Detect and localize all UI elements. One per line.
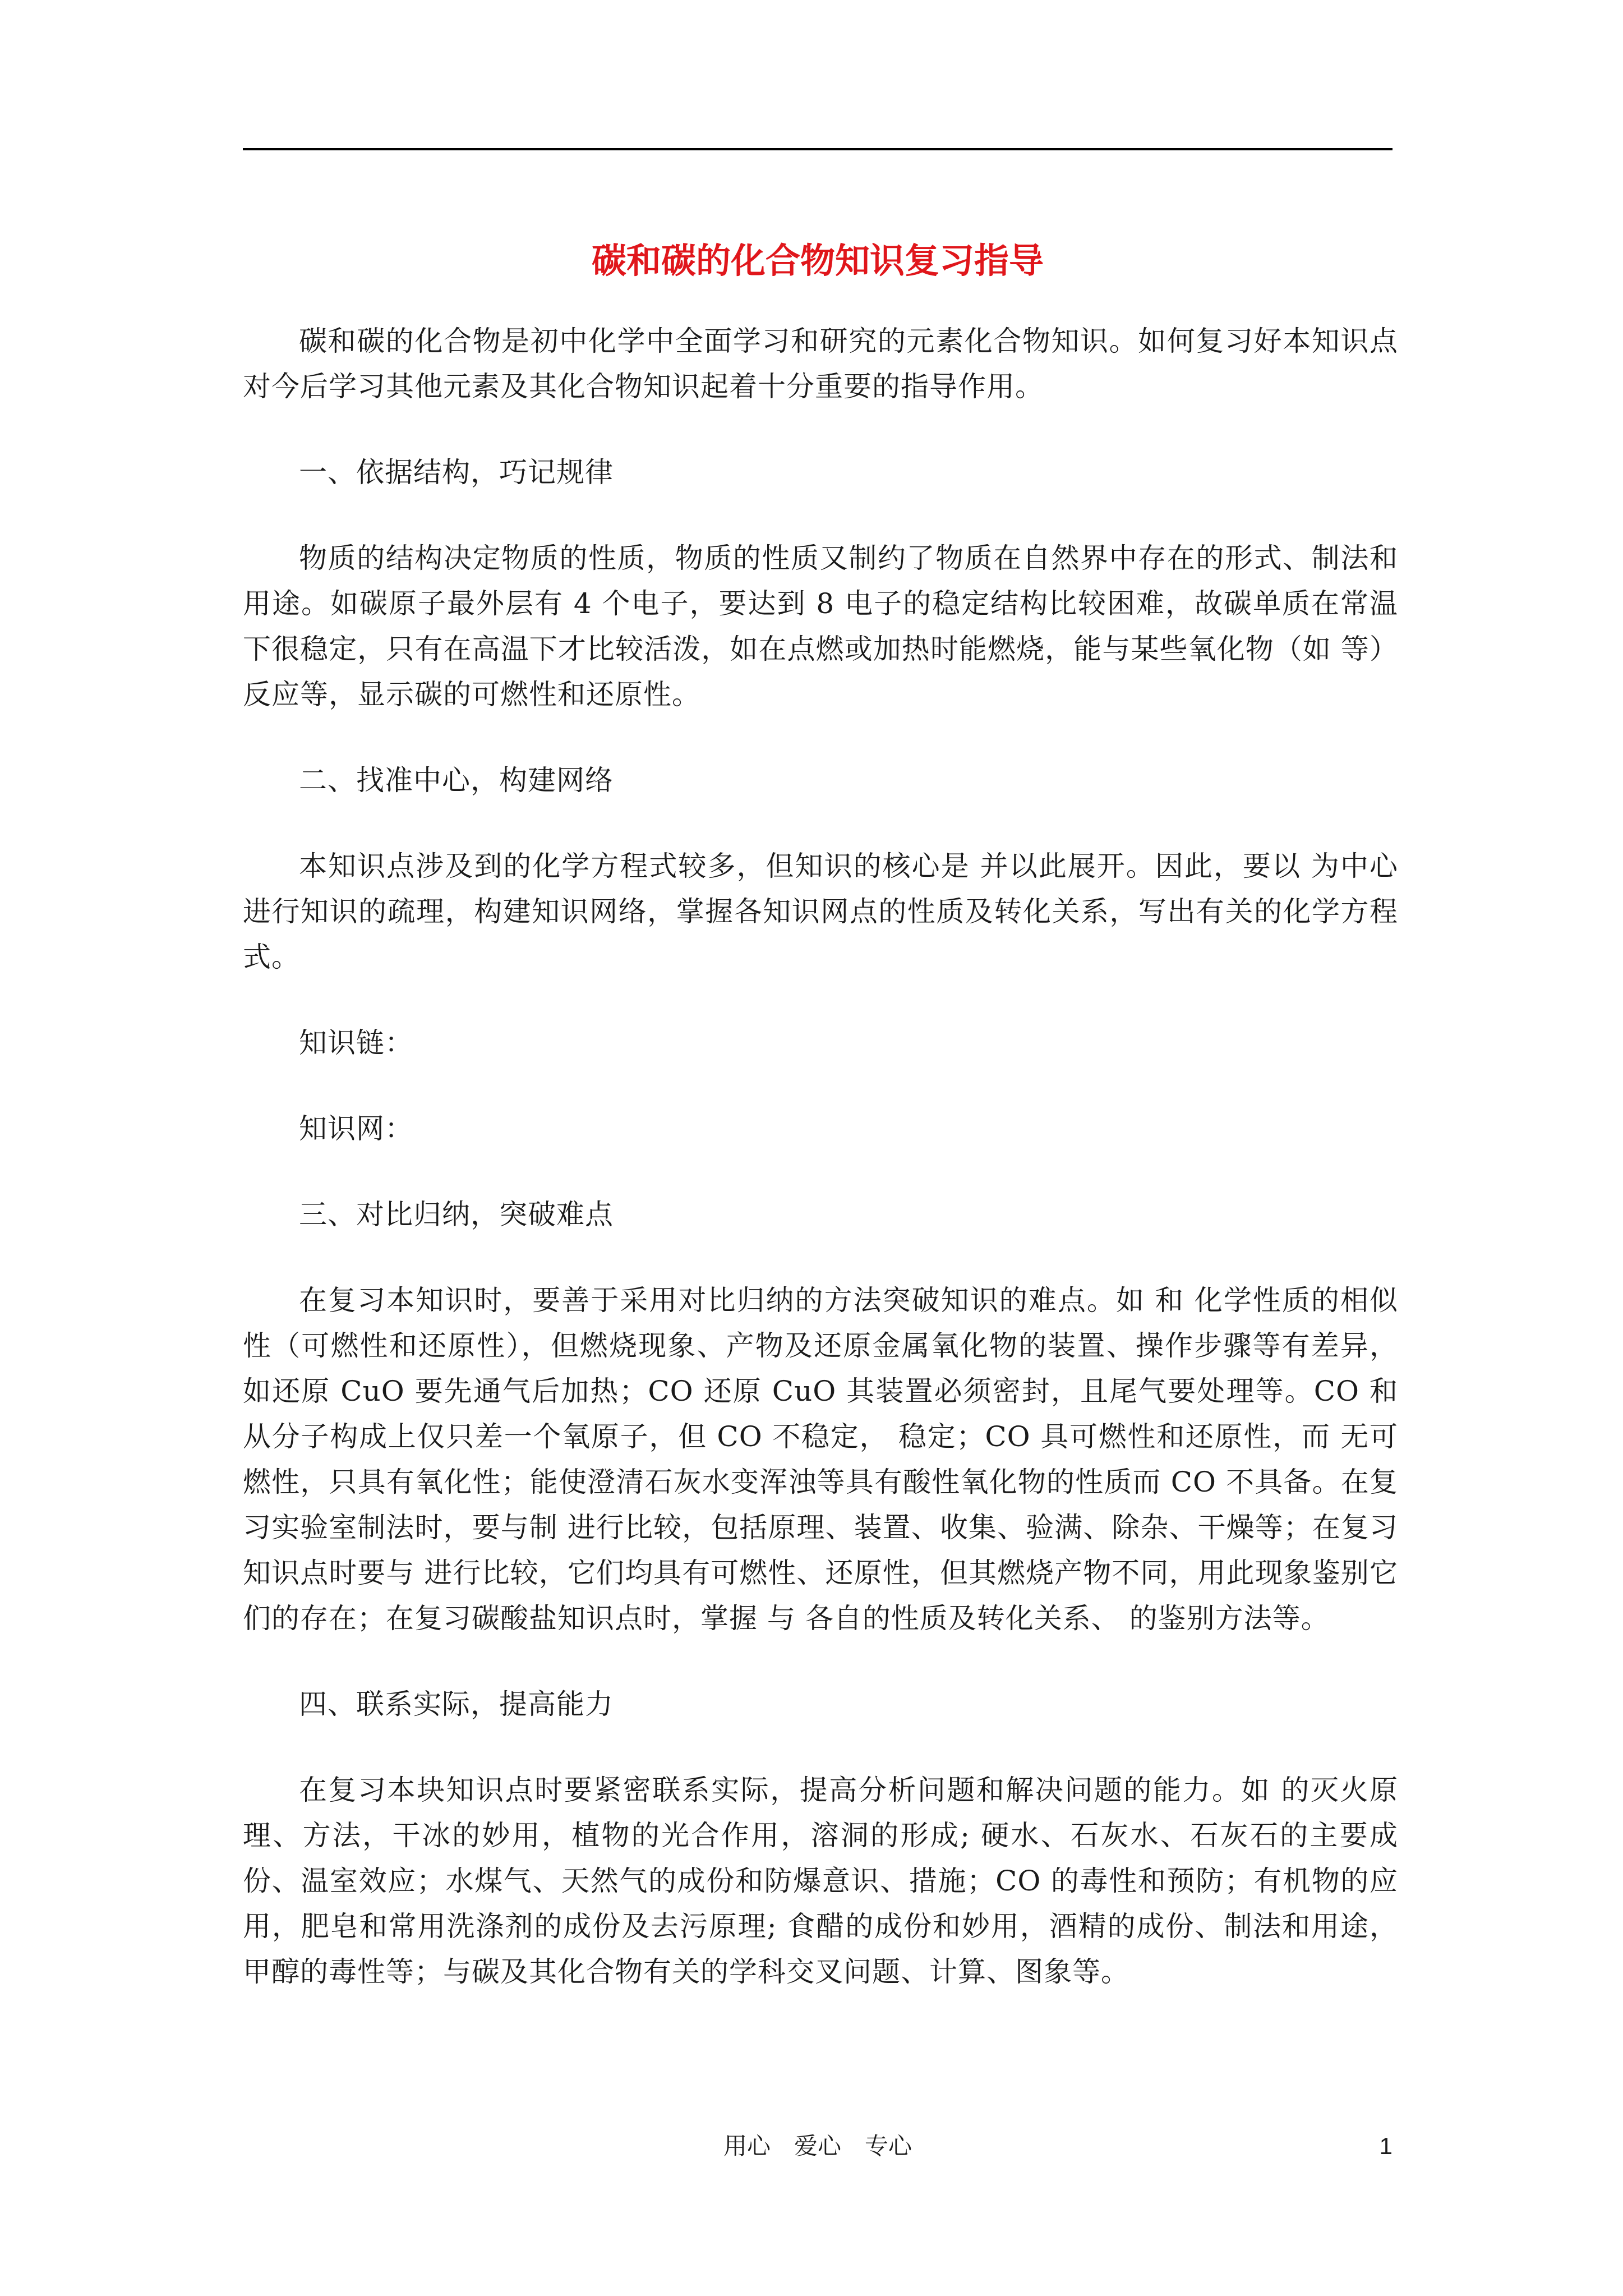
- page-footer: [243, 2129, 1393, 2163]
- footer-motto: 用心 爱心 专心: [723, 2132, 912, 2160]
- document-body: [243, 319, 1398, 1995]
- section-heading-4: 四、联系实际，提高能力: [299, 1688, 614, 1720]
- section-1-paragraph: 物质的结构决定物质的性质，物质的性质又制约了物质在自然界中存在的形式、制法和用途。如碳原子最外层有 4 个电子，要达到 8 电子的稳定结构比较困难，故碳单质在常温下很稳定，只有在高温下才比较活泼，如在点燃或加热时能燃烧，能与某些氧化物（如 等）反应等，显示碳的可燃性和还原性。: [243, 542, 1398, 711]
- section-2-paragraph: 本知识点涉及到的化学方程式较多，但知识的核心是 并以此展开。因此，要以 为中心进行知识的疏理，构建知识网络，掌握各知识网点的性质及转化关系，写出有关的化学方程式。: [243, 850, 1398, 973]
- section-heading-1: 一、依据结构，巧记规律: [299, 456, 614, 489]
- section-3-paragraph: 在复习本知识时，要善于采用对比归纳的方法突破知识的难点。如 和 化学性质的相似性（可燃性和还原性），但燃烧现象、产物及还原金属氧化物的装置、操作步骤等有差异，如还原 CuO 要先通气后加热；CO 还原 CuO 其装置必须密封，且尾气要处理等。CO 和从分子构成上仅只差一个氧原子，但 CO 不稳定， 稳定；CO 具可燃性和还原性，而 无可燃性，只具有氧化性；能使澄清石灰水变浑浊等具有酸性氧化物的性质而 CO 不具备。在复习实验室制法时，要与制 进行比较，包括原理、装置、收集、验满、除杂、干燥等；在复习 知识点时要与 进行比较，它们均具有可燃性、还原性，但其燃烧产物不同，用此现象鉴别它们的存在；在复习碳酸盐知识点时，掌握 与 各自的性质及转化关系、 的鉴别方法等。: [243, 1284, 1398, 1635]
- header-rule: [243, 148, 1393, 150]
- section-4-paragraph: 在复习本块知识点时要紧密联系实际，提高分析问题和解决问题的能力。如 的灭火原理、方法，干冰的妙用，植物的光合作用，溶洞的形成; 硬水、石灰水、石灰石的主要成份、温室效应；水煤气、天然气的成份和防爆意识、措施；CO 的毒性和预防；有机物的应用，肥皂和常用洗涤剂的成份及去污原理; 食醋的成份和妙用，酒精的成份、制法和用途，甲醇的毒性等；与碳及其化合物有关的学科交叉问题、计算、图象等。: [243, 1774, 1398, 1988]
- knowledge-chain-label: 知识链：: [299, 1027, 413, 1059]
- knowledge-network-label: 知识网：: [299, 1112, 413, 1145]
- section-heading-3: 三、对比归纳，突破难点: [299, 1198, 614, 1231]
- document-title: 碳和碳的化合物知识复习指导: [591, 240, 1044, 281]
- page-number: 1: [1379, 2133, 1393, 2159]
- section-heading-2: 二、找准中心，构建网络: [299, 764, 614, 797]
- intro-paragraph: 碳和碳的化合物是初中化学中全面学习和研究的元素化合物知识。如何复习好本知识点对今后学习其他元素及其化合物知识起着十分重要的指导作用。: [243, 325, 1398, 403]
